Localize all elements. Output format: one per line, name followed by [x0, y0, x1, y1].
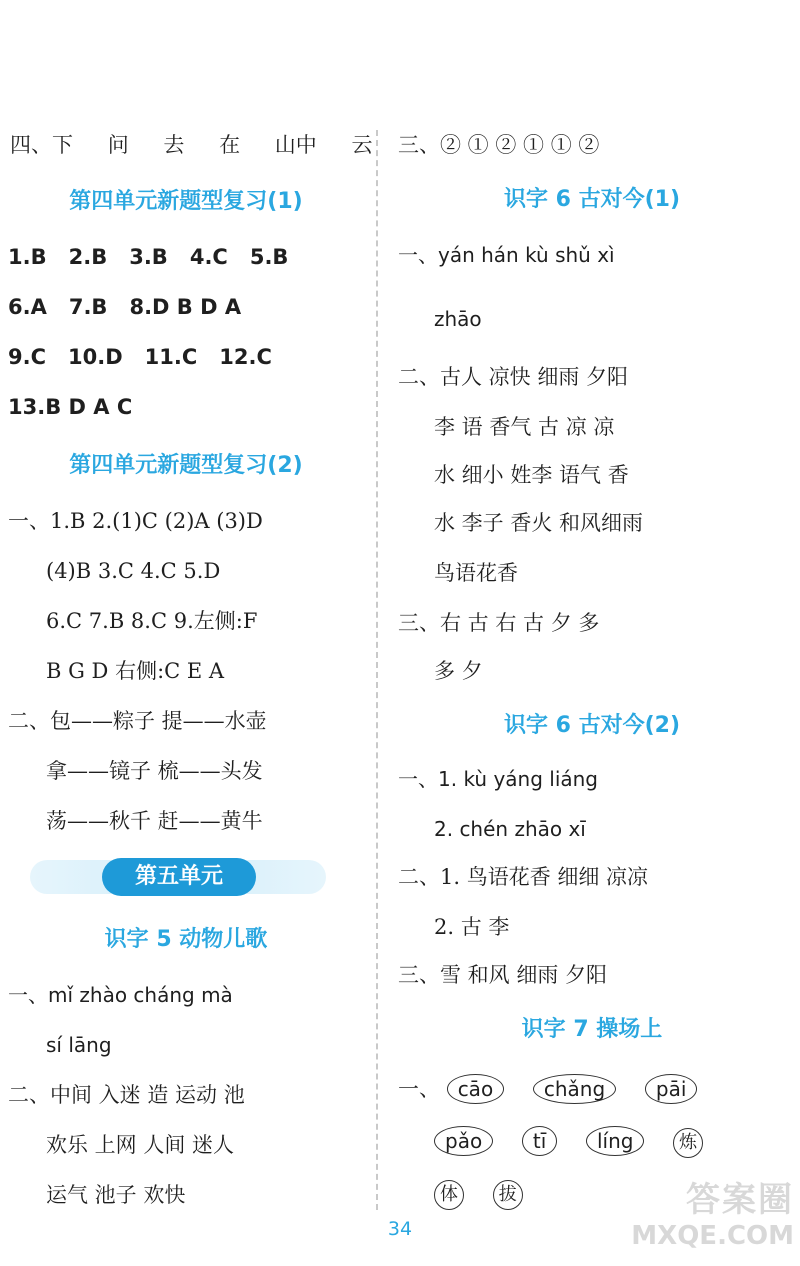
answer-row: 二、1. 鸟语花香 细细 凉凉 — [398, 865, 649, 889]
answer-row — [434, 1180, 523, 1210]
section-heading: 识字 5 动物儿歌 — [104, 927, 268, 952]
section-heading: 第四单元新题型复习(2) — [69, 453, 303, 478]
answer-row: 一、yán hán kù shǔ xì — [398, 243, 615, 267]
answer-row: 1.B 2.B 3.B 4.C 5.B — [8, 245, 289, 269]
answer-row: 三、雪 和风 细雨 夕阳 — [398, 963, 608, 987]
answer-row: 欢乐 上网 人间 迷人 — [46, 1133, 235, 1157]
column-divider — [376, 130, 378, 1210]
circled-pinyin: pāi — [645, 1074, 698, 1104]
circled-pinyin: tī — [522, 1126, 557, 1156]
circled-pinyin: líng — [586, 1126, 644, 1156]
circled-char: 炼 — [673, 1128, 703, 1158]
page-number: 34 — [387, 1218, 413, 1240]
section-heading: 识字 7 操场上 — [521, 1017, 663, 1042]
answer-row: 一、1. kù yáng liáng — [398, 767, 598, 791]
answer-row: sí lāng — [46, 1033, 112, 1057]
answer-row: 一、 cāo chǎng pāi — [398, 1074, 697, 1104]
answer-row: 运气 池子 欢快 — [46, 1183, 186, 1207]
answer-line-si: 四、下 问 去 在 山中 云 — [10, 133, 373, 157]
answer-row: 二、古人 凉快 细雨 夕阳 — [398, 365, 629, 389]
answer-row: 二、包——粽子 提——水壶 — [8, 709, 267, 733]
answer-row: 2. 古 李 — [434, 915, 510, 939]
answer-line-san: 三、② ① ② ① ① ② — [398, 133, 600, 157]
answer-row: 三、右 古 右 古 夕 多 — [398, 611, 600, 635]
circled-char: 体 — [434, 1180, 464, 1210]
answer-row: zhāo — [434, 307, 482, 331]
watermark-top: 答案圈 — [686, 1180, 794, 1220]
circled-pinyin: cāo — [447, 1074, 505, 1104]
circled-pinyin: pǎo — [434, 1126, 493, 1156]
answer-row: B G D 右侧:C E A — [46, 659, 225, 683]
section-heading: 第四单元新题型复习(1) — [69, 189, 303, 214]
unit-banner-label: 第五单元 — [102, 858, 256, 896]
section-heading: 识字 6 古对今(1) — [503, 187, 681, 212]
answer-row: 一、1.B 2.(1)C (2)A (3)D — [8, 509, 263, 533]
watermark-bottom: MXQE.COM — [631, 1221, 794, 1251]
answer-row: 6.A 7.B 8.D B D A — [8, 295, 242, 319]
answer-row: 2. chén zhāo xī — [434, 817, 586, 841]
answer-row: 13.B D A C — [8, 395, 133, 419]
answer-row: 9.C 10.D 11.C 12.C — [8, 345, 272, 369]
answer-row: 拿——镜子 梳——头发 — [46, 759, 263, 783]
circled-pinyin: chǎng — [533, 1074, 616, 1104]
circled-char: 拔 — [493, 1180, 523, 1210]
answer-row: 6.C 7.B 8.C 9.左侧:F — [46, 609, 258, 633]
answer-row: 李 语 香气 古 凉 凉 — [434, 415, 615, 439]
answer-row: 一、mǐ zhào cháng mà — [8, 983, 233, 1007]
unit-banner — [30, 860, 326, 894]
answer-row: 二、中间 入迷 造 运动 池 — [8, 1083, 245, 1107]
answer-row — [434, 1126, 703, 1158]
answer-row: 多 夕 — [434, 659, 483, 683]
answer-row: (4)B 3.C 4.C 5.D — [46, 559, 221, 583]
answer-row: 鸟语花香 — [434, 561, 518, 585]
answer-row: 荡——秋千 赶——黄牛 — [46, 809, 263, 833]
section-heading: 识字 6 古对今(2) — [503, 713, 681, 738]
answer-row: 水 李子 香火 和风细雨 — [434, 511, 644, 535]
answer-row: 水 细小 姓李 语气 香 — [434, 463, 629, 487]
watermark-logo — [618, 1172, 794, 1262]
